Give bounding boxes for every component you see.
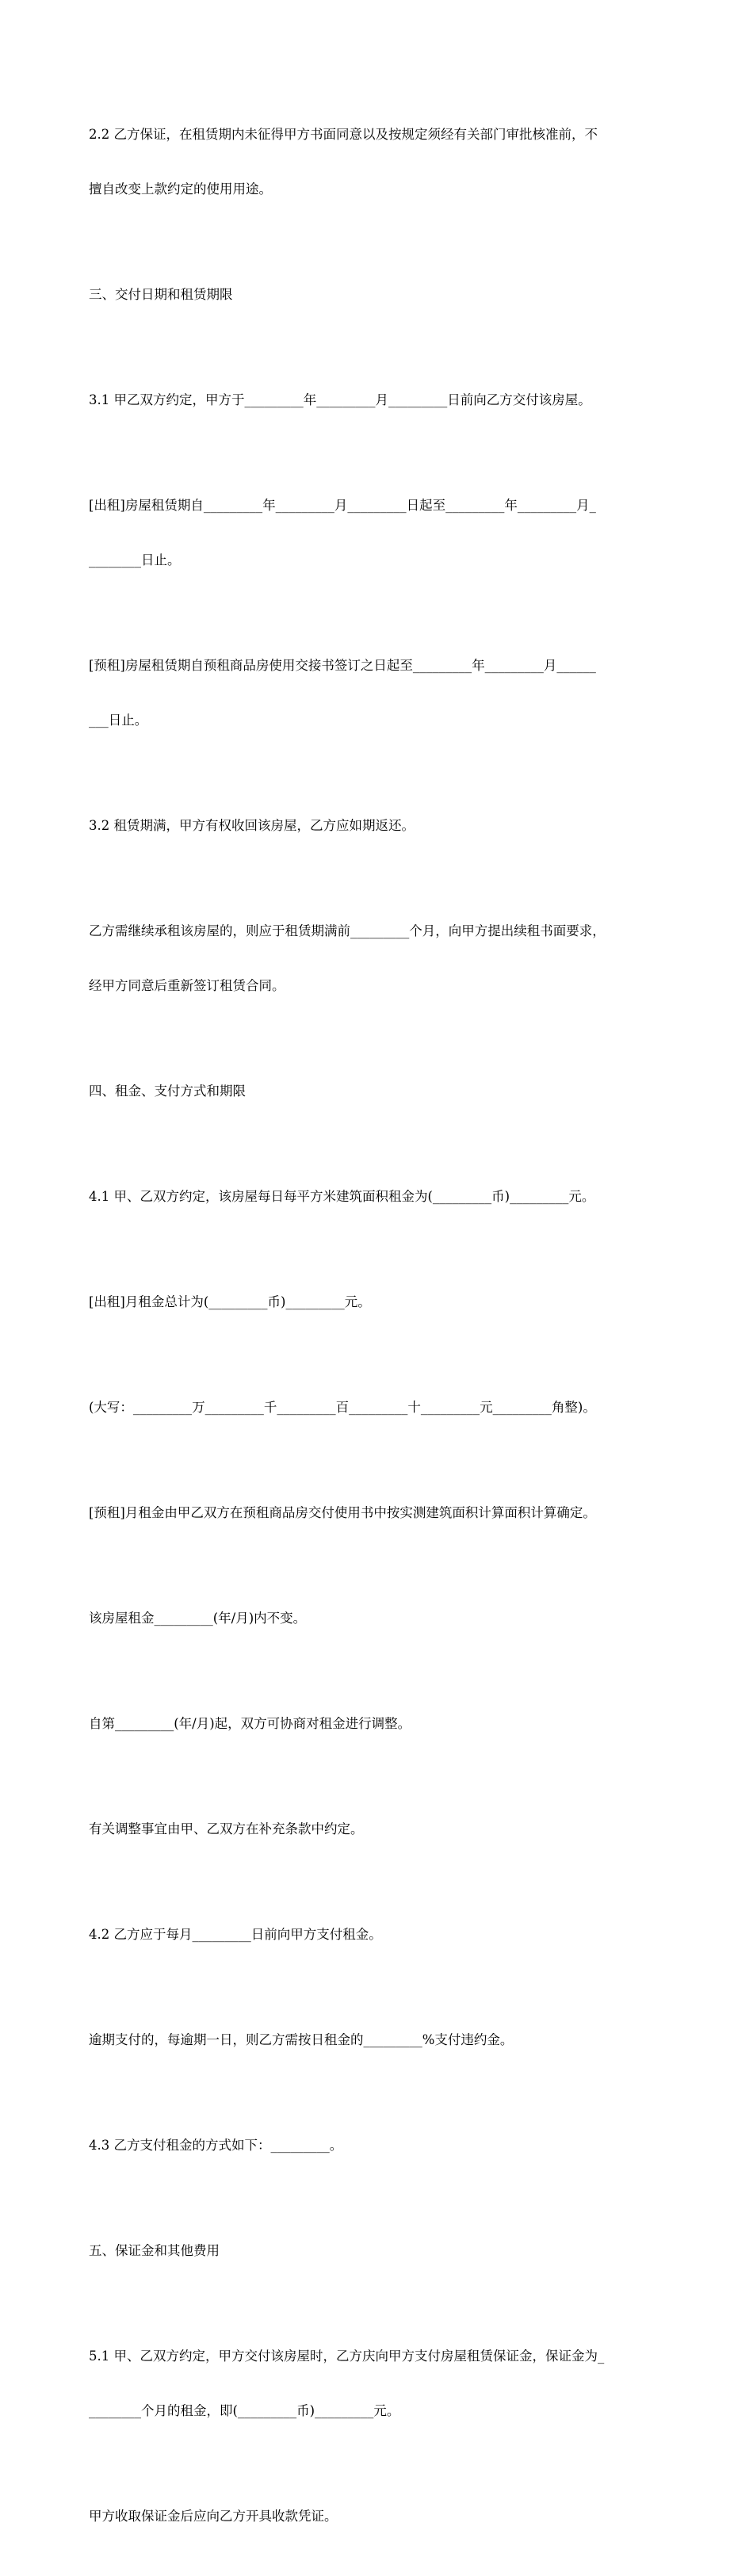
paragraph-amount-in-words <box>89 1362 667 1453</box>
paragraph-5-1 <box>89 2310 667 2456</box>
text-line: ________日止。 <box>89 552 181 568</box>
paragraph-renewal <box>89 885 667 1031</box>
text-line: 2.2 乙方保证，在租赁期内未征得甲方书面同意以及按规定须经有关部门审批核准前，不 <box>89 127 598 142</box>
paragraph-rent-adjustment <box>89 1678 667 1769</box>
paragraph-deposit-receipt <box>89 2471 667 2562</box>
paragraph-monthly-rent <box>89 1256 667 1347</box>
text-line: 自第_________(年/月)起，双方可协商对租金进行调整。 <box>89 1716 411 1731</box>
document-page <box>89 89 667 2576</box>
paragraph-2-2 <box>89 89 667 235</box>
section-heading-4 <box>89 1045 667 1137</box>
text-line: 乙方需继续承租该房屋的，则应于租赁期满前_________个月，向甲方提出续租书面要求， <box>89 923 606 938</box>
section-heading-5 <box>89 2205 667 2296</box>
text-line: 3.1 甲乙双方约定，甲方于_________年_________月_________日前向乙方交付该房屋。 <box>89 392 591 407</box>
paragraph-3-1 <box>89 354 667 445</box>
text-line: 三、交付日期和租赁期限 <box>89 287 233 302</box>
paragraph-rent-fixed <box>89 1573 667 1664</box>
text-line: 四、租金、支付方式和期限 <box>89 1084 246 1099</box>
paragraph-4-1 <box>89 1151 667 1242</box>
text-line: 4.1 甲、乙双方约定，该房屋每日每平方米建筑面积租金为(_________币)_________元。 <box>89 1189 595 1204</box>
text-line: 擅自改变上款约定的使用用途。 <box>89 182 272 197</box>
paragraph-late-penalty <box>89 1994 667 2085</box>
text-line: (大写：_________万_________千_________百_________十_________元_________角整)。 <box>89 1400 596 1415</box>
text-line: 4.3 乙方支付租金的方式如下：_________。 <box>89 2138 343 2153</box>
text-line: 逾期支付的，每逾期一日，则乙方需按日租金的_________%支付违约金。 <box>89 2032 514 2047</box>
paragraph-4-3 <box>89 2100 667 2191</box>
paragraph-prelease-rent <box>89 1467 667 1558</box>
paragraph-4-2 <box>89 1889 667 1980</box>
section-heading-3 <box>89 249 667 340</box>
text-line: 5.1 甲、乙双方约定，甲方交付该房屋时，乙方庆向甲方支付房屋租赁保证金，保证金为_ <box>89 2349 605 2364</box>
text-line: 该房屋租金_________(年/月)内不变。 <box>89 1611 307 1626</box>
text-line: 有关调整事宜由甲、乙双方在补充条款中约定。 <box>89 1821 364 1836</box>
text-line: [预租]月租金由甲乙双方在预租商品房交付使用书中按实测建筑面积计算面积计算确定。 <box>89 1505 596 1520</box>
text-line: [出租]房屋租赁期自_________年_________月_________日起至_________年_________月_ <box>89 498 596 513</box>
text-line: 经甲方同意后重新签订租赁合同。 <box>89 978 285 993</box>
text-line: ___日止。 <box>89 713 148 728</box>
text-line: [预租]房屋租赁期自预租商品房使用交接书签订之日起至_________年_________月______ <box>89 658 596 673</box>
text-line: [出租]月租金总计为(_________币)_________元。 <box>89 1294 371 1309</box>
paragraph-lease-term-prelease <box>89 620 667 766</box>
text-line: 甲方收取保证金后应向乙方开具收款凭证。 <box>89 2509 338 2524</box>
paragraph-lease-term-rent <box>89 460 667 606</box>
text-line: 五、保证金和其他费用 <box>89 2243 220 2258</box>
text-line: ________个月的租金，即(_________币)_________元。 <box>89 2403 400 2418</box>
text-line: 4.2 乙方应于每月_________日前向甲方支付租金。 <box>89 1927 382 1942</box>
paragraph-3-2 <box>89 780 667 871</box>
paragraph-supplementary-terms <box>89 1783 667 1875</box>
text-line: 3.2 租赁期满，甲方有权收回该房屋，乙方应如期返还。 <box>89 818 415 833</box>
